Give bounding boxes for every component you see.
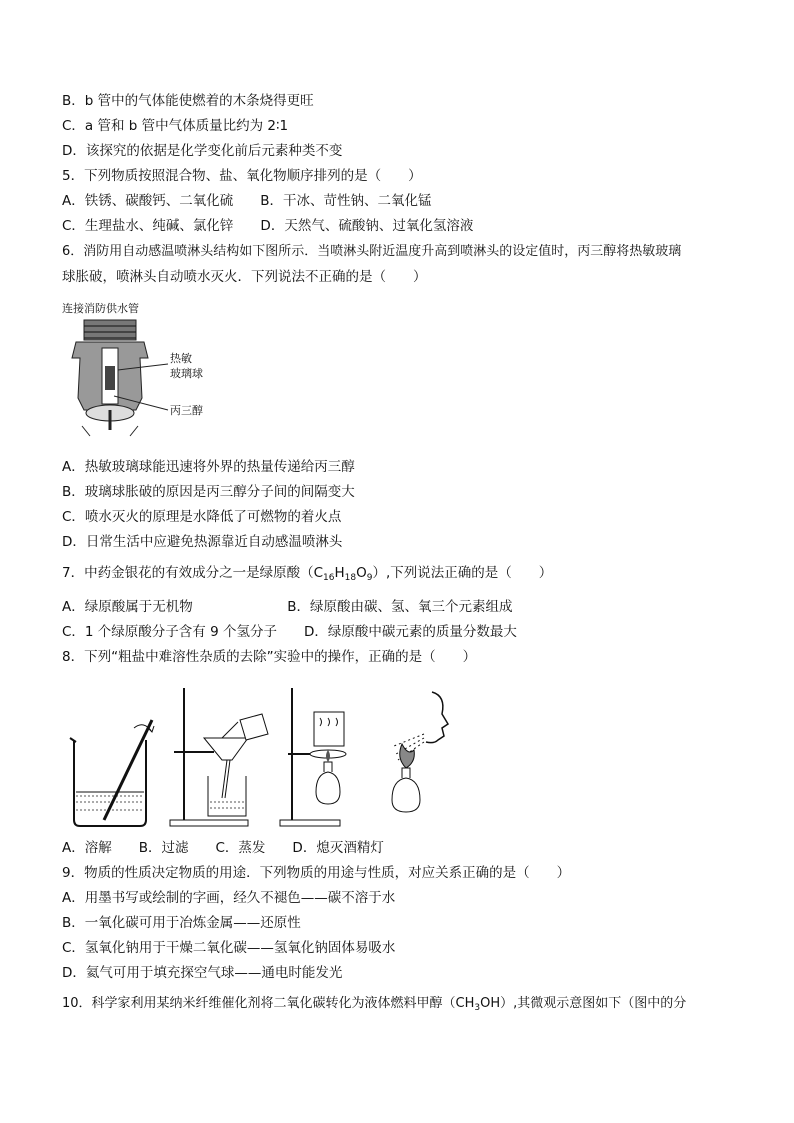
q9-option-d: D．氦气可用于填充探空气球——通电时能发光: [62, 965, 343, 981]
beaker-dissolve: [70, 720, 154, 826]
q7-sub-c: 16: [323, 573, 335, 583]
q7-options-row2: C．1 个绿原酸分子含有 9 个氢分子 D．绿原酸中碳元素的质量分数最大: [62, 624, 517, 640]
figure-title: 连接消防供水管: [62, 302, 139, 315]
q8-stem: 8．下列“粗盐中难溶性杂质的去除”实验中的操作，正确的是（ ）: [62, 649, 477, 665]
q9-option-b: B．一氧化碳可用于冶炼金属——还原性: [62, 915, 301, 931]
q5-stem: 5．下列物质按照混合物、盐、氧化物顺序排列的是（ ）: [62, 168, 422, 184]
q10-sub-3: 3: [474, 1003, 481, 1013]
filtration-setup: [170, 688, 268, 826]
q9-option-c: C．氢氧化钠用于干燥二氧化碳——氢氧化钠固体易吸水: [62, 940, 396, 956]
q6-option-c: C．喷水灭火的原理是水降低了可燃物的着火点: [62, 509, 342, 525]
q4-option-d: D．该探究的依据是化学变化前后元素种类不变: [62, 143, 343, 159]
sprinkler-drawing: [62, 298, 252, 443]
q5-options-row2: C．生理盐水、纯碱、氯化锌 D．天然气、硫酸钠、过氧化氢溶液: [62, 218, 474, 234]
experiment-drawing: [62, 680, 462, 830]
q10-stem: [62, 995, 686, 1017]
q7-sub-h: 18: [344, 573, 357, 583]
q6-stem-line1: 6．消防用自动感温喷淋头结构如下图所示．当喷淋头附近温度升高到喷淋头的设定值时，丙三醇将热敏玻璃: [62, 244, 682, 259]
q7-symbol-h: H: [334, 565, 345, 581]
extinguish-setup: [392, 692, 448, 812]
figure-label-glycerol: 丙三醇: [170, 404, 203, 417]
q6-stem-line2: 球胀破，喷淋头自动喷水灭火．下列说法不正确的是（ ）: [62, 269, 427, 285]
q7-stem: [62, 564, 552, 587]
q7-options-row1: A．绿原酸属于无机物 B．绿原酸由碳、氢、氧三个元素组成: [62, 599, 513, 615]
q9-stem: 9．物质的性质决定物质的用途．下列物质的用途与性质，对应关系正确的是（ ）: [62, 865, 571, 881]
figure-label-hot: 热敏: [170, 352, 192, 365]
sprinkler-figure: [62, 298, 252, 443]
evaporation-setup: [280, 688, 346, 826]
q10-stem-post: OH）,其微观示意图如下（图中的分: [480, 996, 687, 1011]
figure-label-glass-ball: 玻璃球: [170, 367, 203, 380]
q7-stem-pre: 7．中药金银花的有效成分之一是绿原酸（C: [62, 565, 324, 581]
q6-option-a: A．热敏玻璃球能迅速将外界的热量传递给丙三醇: [62, 459, 355, 475]
experiment-figure: [62, 680, 462, 830]
q7-sub-o: 9: [366, 573, 373, 583]
q9-option-a: A．用墨书写或绘制的字画，经久不褪色——碳不溶于水: [62, 890, 396, 906]
q7-symbol-o: O: [356, 565, 367, 581]
q8-options: A．溶解 B．过滤 C．蒸发 D．熄灭酒精灯: [62, 840, 384, 856]
q6-option-d: D．日常生活中应避免热源靠近自动感温喷淋头: [62, 534, 343, 550]
q4-option-c: C．a 管和 b 管中气体质量比约为 2∶1: [62, 118, 289, 134]
q4-option-b: B．b 管中的气体能使燃着的木条烧得更旺: [62, 93, 314, 109]
q7-stem-post: ）,下列说法正确的是（ ）: [372, 565, 553, 581]
q5-options-row1: A．铁锈、碳酸钙、二氧化硫 B．干冰、苛性钠、二氧化锰: [62, 193, 432, 209]
q6-option-b: B．玻璃球胀破的原因是丙三醇分子间的间隔变大: [62, 484, 355, 500]
q10-stem-pre: 10．科学家利用某纳米纤维催化剂将二氧化碳转化为液体燃料甲醇（CH: [62, 996, 475, 1011]
